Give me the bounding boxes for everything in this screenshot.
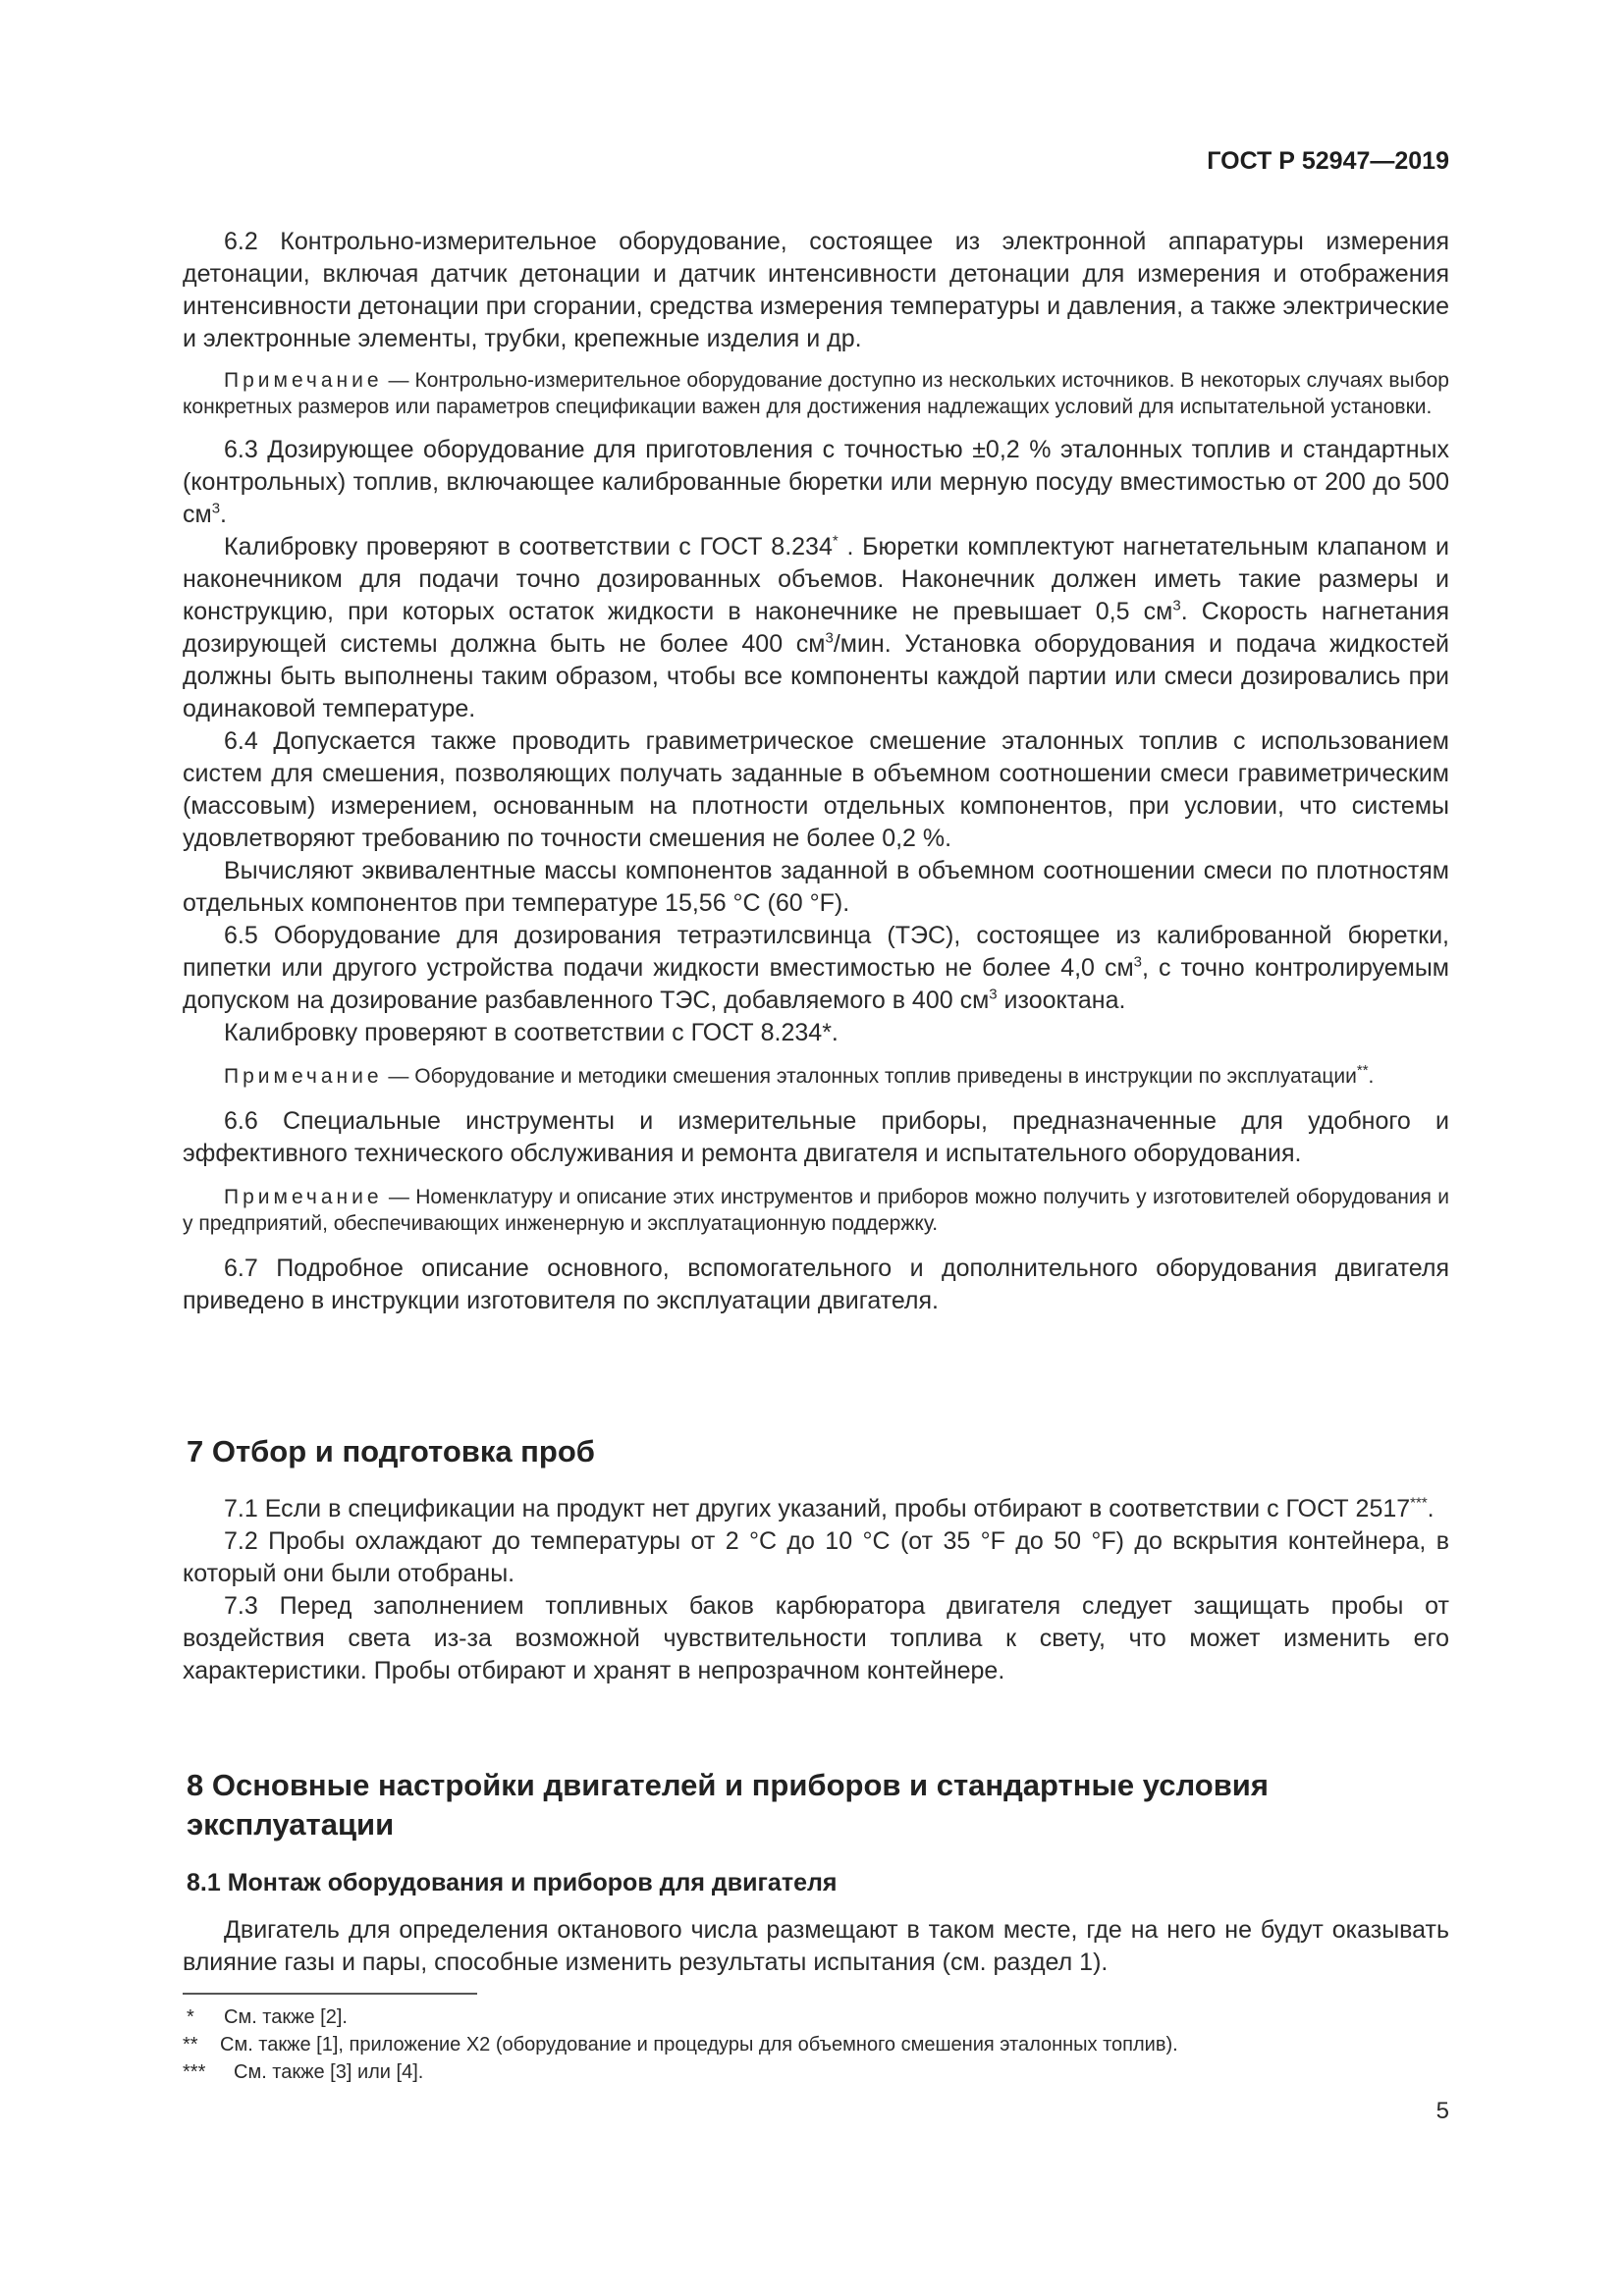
period: . <box>1368 1065 1375 1088</box>
text-segment: . Бюретки комплектуют нагнетательным клапаном и наконечником для подачи точно дозированных объемов. Наконечник должен иметь такие размеры и конструкцию, при которых остаток жидкости в наконечнике не превышает 0,5 см <box>183 533 1449 625</box>
note-text: — Номенклатуру и описание этих инструментов и приборов можно получить у изготовителей оборудования и у предприятий, обеспечивающих инженерную и эксплуатационную поддержку. <box>183 1186 1449 1235</box>
text-segment: /мин. Установка оборудования и подача жидкостей должны быть выполнены таким образом, чтобы все компоненты каждой партии или смеси дозировались при одинаковой температуре. <box>183 630 1449 722</box>
footnote-mark: *** <box>183 2061 206 2083</box>
section-6-content <box>183 226 1449 1323</box>
text-segment: 6.5 Оборудование для дозирования тетраэтилсвинца (ТЭС), состоящее из калиброванной бюретки, пипетки или другого устройства подачи жидкости вместимостью не более 4,0 см <box>183 922 1449 982</box>
paragraph-6-5-calibration: Калибровку проверяют в соответствии с ГОСТ 8.234*. <box>224 1019 839 1046</box>
paragraph-6-3-text: 6.3 Дозирующее оборудование для приготовления с точностью ±0,2 % эталонных топлив и стандартных (контрольных) топлив, включающее калиброванные бюретки или мерную посуду вместимостью от 200 до 500 см <box>183 436 1449 528</box>
document-code-header: ГОСТ Р 52947—2019 <box>1207 147 1449 175</box>
paragraph-6-3 <box>183 434 1449 531</box>
footnote-3 <box>183 2058 1449 2086</box>
paragraph-7-3: 7.3 Перед заполнением топливных баков карбюратора двигателя следует защищать пробы от воздействия света из-за возможной чувствительности топлива к свету, что может изменить его характеристики. Пробы отбирают и хранят в непрозрачном контейнере. <box>183 1592 1449 1684</box>
note-text: — Оборудование и методики смешения эталонных топлив приведены в инструкции по эксплуатации <box>382 1065 1357 1088</box>
section-8 <box>183 1766 1449 1844</box>
paragraph-6-5 <box>183 920 1449 1017</box>
footnote-mark: ** <box>183 2034 198 2056</box>
section-7-heading: 7 Отбор и подготовка проб <box>187 1434 595 1468</box>
superscript-3: 3 <box>211 500 221 517</box>
paragraph-7-2: 7.2 Пробы охлаждают до температуры от 2 °С до 10 °С (от 35 °F до 50 °F) до вскрытия контейнера, в который они были отобраны. <box>183 1527 1449 1587</box>
footnote-text: См. также [1], приложение Х2 (оборудование и процедуры для объемного смешения эталонных топлив). <box>220 2034 1178 2056</box>
paragraph-6-4: 6.4 Допускается также проводить гравиметрическое смешение эталонных топлив с использованием систем для смешения, позволяющих получать заданные в объемном соотношении смеси гравиметрическим (массовым) измерением, основанным на плотности отдельных компонентов, при условии, что системы удовлетворяют требованию по точности смешения не более 0,2 %. <box>183 727 1449 852</box>
footnote-ref-1: * <box>832 532 839 550</box>
page-number: 5 <box>1435 2098 1449 2124</box>
superscript-3: 3 <box>1172 597 1181 614</box>
period: . <box>220 501 227 528</box>
footnote-divider <box>183 1993 477 1995</box>
section-8-1-content <box>183 1914 1449 1985</box>
superscript-3: 3 <box>1133 953 1142 971</box>
note-label: Примечание <box>224 369 383 392</box>
document-page <box>183 0 1449 2296</box>
paragraph-6-2: 6.2 Контрольно-измерительное оборудование, состоящее из электронной аппаратуры измерения детонации, включая датчик детонации и датчик интенсивности детонации для измерения и отображения интенсивности детонации при сгорании, средства измерения температуры и давления, а также электрические и электронные элементы, трубки, крепежные изделия и др. <box>183 228 1449 352</box>
paragraph-8-1: Двигатель для определения октанового числа размещают в таком месте, где на него не будут оказывать влияние газы и пары, способные изменить результаты испытания (см. раздел 1). <box>183 1916 1449 1976</box>
section-8-heading: 8 Основные настройки двигателей и приборов и стандартные условия эксплуатации <box>187 1768 1269 1842</box>
paragraph-6-3-calibration <box>183 531 1449 725</box>
footnotes <box>183 2003 1449 2086</box>
text-segment: 7.1 Если в спецификации на продукт нет других указаний, пробы отбирают в соответствии с ГОСТ 2517 <box>224 1495 1411 1522</box>
paragraph-6-7: 6.7 Подробное описание основного, вспомогательного и дополнительного оборудования двигателя приведено в инструкции изготовителя по эксплуатации двигателя. <box>183 1255 1449 1314</box>
text-segment: . Скорость нагнетания дозирующей системы должна быть не более 400 см <box>183 598 1450 658</box>
section-7-content <box>183 1493 1449 1687</box>
note-6-6 <box>183 1184 1449 1237</box>
footnote-ref-3: *** <box>1410 1494 1428 1512</box>
paragraph-6-6: 6.6 Специальные инструменты и измерительные приборы, предназначенные для удобного и эффективного технического обслуживания и ремонта двигателя и испытательного оборудования. <box>183 1107 1449 1167</box>
paragraph-7-1 <box>183 1493 1449 1525</box>
note-6-5 <box>183 1063 1449 1090</box>
superscript-3: 3 <box>825 629 834 647</box>
paragraph-6-4-masses: Вычисляют эквивалентные массы компонентов заданной в объемном соотношении смеси по плотностям отдельных компонентов при температуре 15,56 °С (60 °F). <box>183 857 1449 917</box>
text-segment: Калибровку проверяют в соответствии с ГОСТ 8.234 <box>224 533 833 561</box>
superscript-3: 3 <box>989 986 998 1003</box>
section-8-1 <box>183 1867 1449 1898</box>
note-label: Примечание <box>224 1065 383 1088</box>
note-label: Примечание <box>224 1186 383 1208</box>
footnote-mark: * <box>187 2006 194 2028</box>
footnote-text: См. также [2]. <box>224 2006 348 2028</box>
period: . <box>1427 1495 1435 1522</box>
footnote-2 <box>183 2031 1449 2058</box>
footnote-1 <box>183 2003 1449 2031</box>
text-segment: , с точно контролируемым допуском на дозирование разбавленного ТЭС, добавляемого в 400 см <box>183 954 1449 1014</box>
section-7 <box>183 1432 1449 1471</box>
footnote-ref-2: ** <box>1356 1062 1369 1079</box>
footnote-text: См. также [3] или [4]. <box>234 2061 424 2083</box>
note-6-2 <box>183 367 1449 420</box>
text-segment: изооктана. <box>997 987 1126 1014</box>
note-text: — Контрольно-измерительное оборудование доступно из нескольких источников. В некоторых случаях выбор конкретных размеров или параметров спецификации важен для достижения надлежащих условий для испытательной установки. <box>183 369 1449 418</box>
subsection-8-1-heading: 8.1 Монтаж оборудования и приборов для двигателя <box>187 1869 838 1896</box>
